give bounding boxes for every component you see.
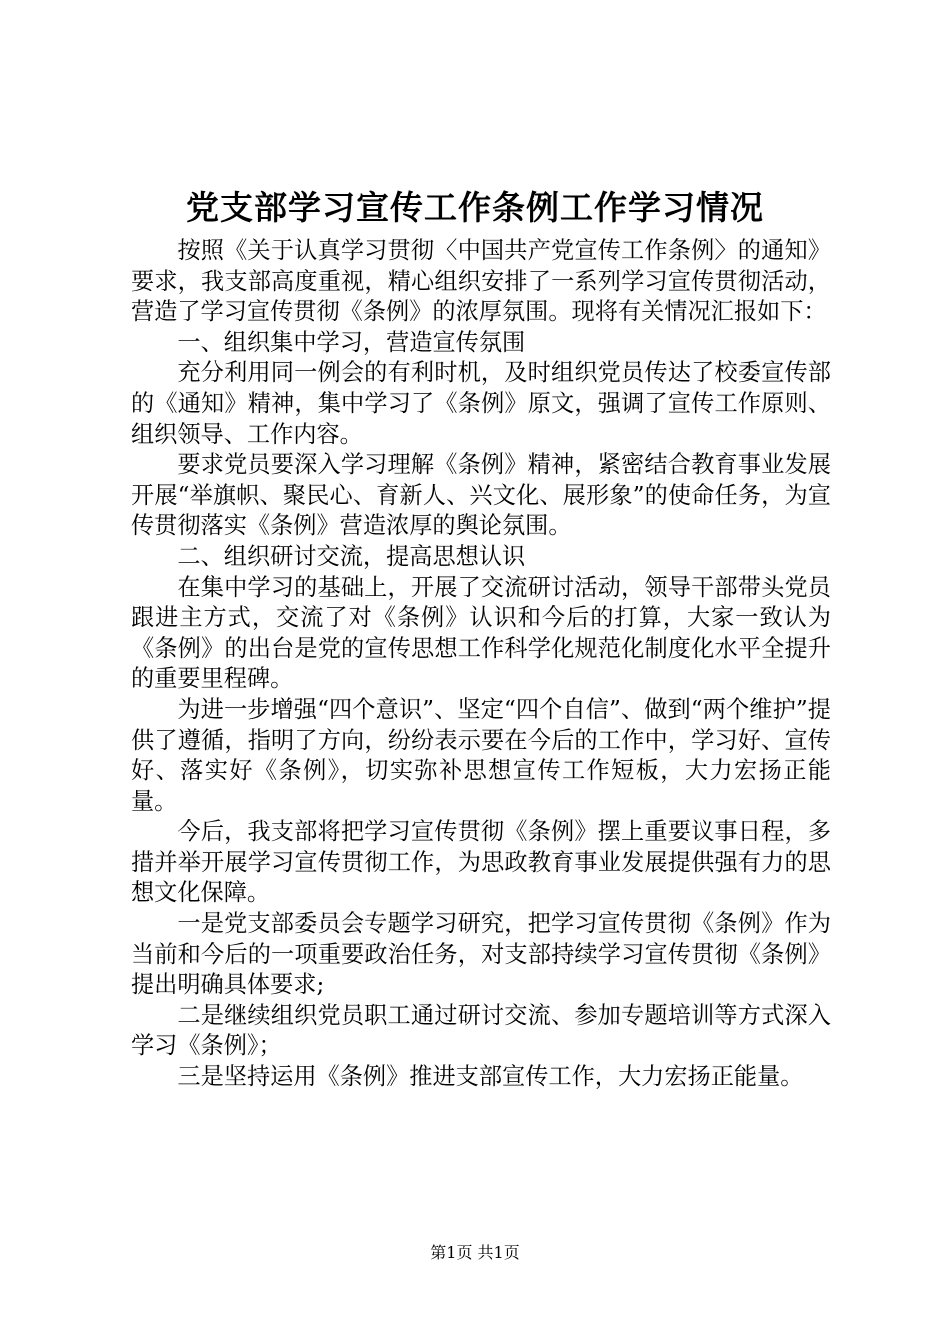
paragraph-4: 为进一步增强“四个意识”、坚定“四个自信”、做到“两个维护”提供了遵循，指明了方向，纷纷表示要在今后的工作中，学习好、宣传好、落实好《条例》，切实弥补思想宣传工作短板，大力宏扬正能量。 bbox=[131, 695, 831, 815]
paragraph-intro: 按照《关于认真学习贯彻〈中国共产党宣传工作条例〉的通知》要求，我支部高度重视，精心组织安排了一系列学习宣传贯彻活动，营造了学习宣传贯彻《条例》的浓厚氛围。现将有关情况汇报如下： bbox=[131, 237, 831, 326]
paragraph-6: 一是党支部委员会专题学习研究，把学习宣传贯彻《条例》作为当前和今后的一项重要政治任务，对支部持续学习宣传贯彻《条例》提出明确具体要求; bbox=[131, 910, 831, 999]
section-heading-1: 一、组织集中学习，营造宣传氛围 bbox=[177, 328, 526, 356]
section-heading-2: 二、组织研讨交流，提高思想认识 bbox=[177, 542, 526, 570]
page-indicator: 第1页 共1页 bbox=[430, 1243, 520, 1262]
paragraph-2: 要求党员要深入学习理解《条例》精神，紧密结合教育事业发展开展“举旗帜、聚民心、育新人、兴文化、展形象”的使命任务，为宣传贯彻落实《条例》营造浓厚的舆论氛围。 bbox=[131, 451, 831, 540]
paragraph-1: 充分利用同一例会的有利时机，及时组织党员传达了校委宣传部的《通知》精神，集中学习了《条例》原文，强调了宣传工作原则、组织领导、工作内容。 bbox=[131, 359, 831, 448]
paragraph-7: 二是继续组织党员职工通过研讨交流、参加专题培训等方式深入学习《条例》； bbox=[131, 1001, 831, 1060]
paragraph-3: 在集中学习的基础上，开展了交流研讨活动，领导干部带头党员跟进主方式，交流了对《条例》认识和今后的打算，大家一致认为《条例》的出台是党的宣传思想工作科学化规范化制度化水平全提升的重要里程碑。 bbox=[131, 573, 831, 693]
paragraph-8: 三是坚持运用《条例》推进支部宣传工作，大力宏扬正能量。 bbox=[177, 1063, 804, 1091]
document-title: 党支部学习宣传工作条例工作学习情况 bbox=[186, 188, 764, 227]
paragraph-5: 今后，我支部将把学习宣传贯彻《条例》摆上重要议事日程，多措并举开展学习宣传贯彻工作，为思政教育事业发展提供强有力的思想文化保障。 bbox=[131, 818, 831, 907]
document-body bbox=[131, 236, 831, 1093]
